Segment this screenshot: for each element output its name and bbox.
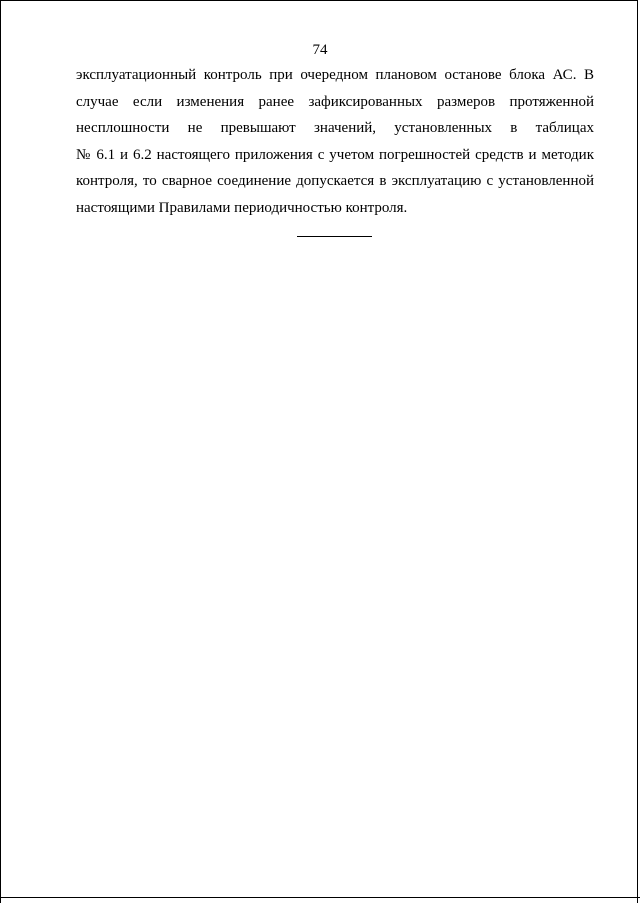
page-bottom-edge (0, 897, 640, 898)
page-number: 74 (312, 42, 328, 58)
text-line: эксплуатационный контроль при очередном плановом останове блока АС. В (76, 67, 594, 83)
body-paragraph (76, 62, 594, 222)
section-end-divider (297, 236, 372, 237)
text-line: несплошности не превышают значений, установленных в таблицах (76, 120, 594, 137)
text-line: настоящими Правилами периодичностью контроля. (76, 199, 408, 216)
text-line: контроля, то сварное соединение допускается в эксплуатацию с установленной (76, 173, 594, 190)
text-line: № 6.1 и 6.2 настоящего приложения с учетом погрешностей средств и методик (76, 146, 594, 163)
text-line: случае если изменения ранее зафиксированных размеров протяженной (76, 93, 594, 110)
